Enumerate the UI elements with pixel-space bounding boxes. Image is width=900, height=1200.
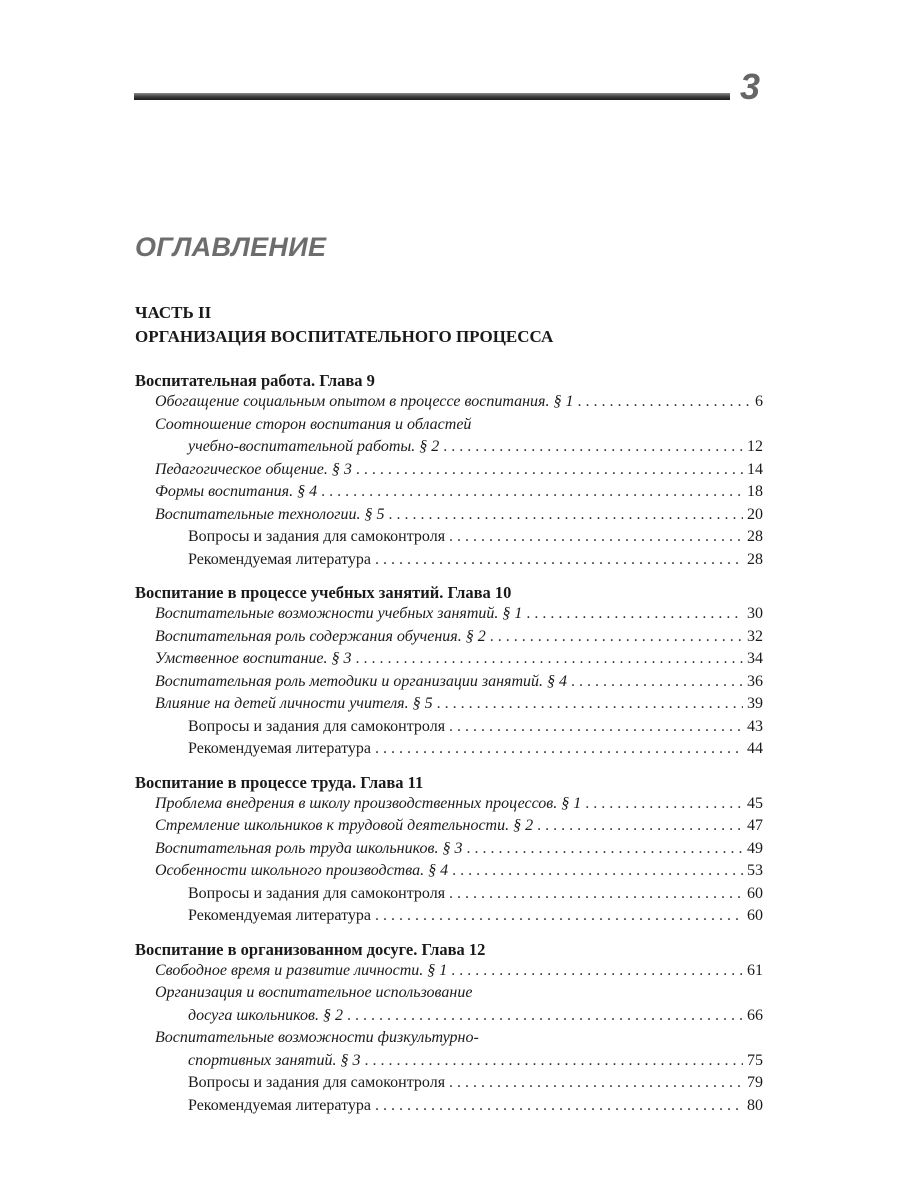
toc-entry[interactable] [135, 526, 763, 549]
entry-page: 43 [747, 717, 763, 735]
entry-text: Формы воспитания. § 4 [155, 483, 318, 500]
dot-leader [449, 716, 743, 739]
entry-text: Воспитательная роль содержания обучения. § 2 [155, 627, 486, 645]
dot-leader [537, 815, 743, 838]
entry-text: Проблема внедрения в школу производственных процессов. § 1 [155, 794, 582, 812]
chapter-title[interactable]: Воспитание в процессе учебных занятий. Глава 10 [135, 583, 512, 602]
dot-leader [321, 481, 743, 504]
toc-entry[interactable] [135, 738, 763, 761]
entry-page: 6 [755, 393, 763, 410]
dot-leader [577, 391, 751, 414]
toc-entry[interactable] [135, 481, 763, 504]
toc-entry[interactable] [135, 1050, 763, 1073]
toc-heading: ОГЛАВЛЕНИЕ [135, 232, 327, 262]
entry-page: 53 [747, 862, 763, 879]
entry-text: Вопросы и задания для самоконтроля [188, 1074, 446, 1091]
entry-text: Особенности школьного производства. § 4 [155, 862, 449, 879]
entry-text: Вопросы и задания для самоконтроля [188, 717, 446, 735]
dot-leader [449, 883, 743, 906]
entry-text: Влияние на детей личности учителя. § 5 [155, 695, 433, 712]
dot-leader [449, 526, 743, 549]
toc-entry[interactable] [135, 648, 763, 671]
dot-leader [356, 459, 743, 482]
entry-page: 44 [747, 740, 763, 757]
dot-leader [375, 1095, 743, 1118]
part-label: ЧАСТЬ II [135, 303, 212, 322]
dot-leader [571, 671, 743, 694]
page-number: 3 [740, 66, 761, 107]
entry-text: Обогащение социальным опытом в процессе воспитания. § 1 [155, 393, 574, 410]
entry-page: 34 [747, 650, 763, 667]
dot-leader [347, 1005, 743, 1028]
entry-page: 49 [747, 839, 763, 857]
chapter-title[interactable]: Воспитательная работа. Глава 9 [135, 371, 375, 390]
toc-entry[interactable] [135, 860, 763, 883]
toc-entry[interactable] [135, 883, 763, 906]
toc-entry[interactable] [135, 1005, 763, 1028]
entry-page: 60 [747, 907, 763, 924]
dot-leader [449, 1072, 743, 1095]
entry-page: 30 [747, 605, 763, 622]
entry-text: Умственное воспитание. § 3 [155, 650, 352, 667]
toc-entry[interactable] [135, 549, 763, 572]
toc-entry[interactable] [135, 459, 763, 482]
toc-entry[interactable] [135, 905, 763, 928]
toc-entry[interactable] [135, 436, 763, 459]
entry-page: 32 [747, 627, 763, 645]
entry-text: Рекомендуемая литература [188, 740, 371, 757]
chapter-9 [135, 370, 763, 571]
toc-entry-line1[interactable] [135, 982, 763, 1005]
entry-page: 12 [747, 438, 763, 455]
entry-text: Рекомендуемая литература [188, 550, 371, 568]
entry-page: 36 [747, 672, 763, 690]
dot-leader [452, 860, 743, 883]
dot-leader [466, 838, 743, 861]
entry-text: Воспитательные технологии. § 5 [155, 505, 385, 523]
entry-text: спортивных занятий. § 3 [188, 1051, 361, 1069]
toc-entry[interactable] [135, 1072, 763, 1095]
toc-entry-line1[interactable] [135, 414, 763, 437]
chapter-title[interactable]: Воспитание в организованном досуге. Глава 12 [135, 939, 486, 959]
entry-text: Вопросы и задания для самоконтроля [188, 884, 446, 902]
chapter-title[interactable]: Воспитание в процессе труда. Глава 11 [135, 772, 424, 792]
dot-leader [490, 626, 743, 649]
dot-leader [451, 960, 743, 983]
dot-leader [526, 603, 743, 626]
entry-text: Педагогическое общение. § 3 [155, 460, 352, 478]
entry-page: 75 [747, 1051, 763, 1069]
entry-text: Рекомендуемая литература [188, 907, 371, 924]
entry-page: 79 [747, 1074, 763, 1091]
entry-page: 60 [747, 884, 763, 902]
toc-entry-line1[interactable] [135, 1027, 763, 1050]
toc-entry[interactable] [135, 626, 763, 649]
dot-leader [375, 905, 743, 928]
toc-entry[interactable] [135, 960, 763, 983]
dot-leader [437, 693, 743, 716]
part-title: ОРГАНИЗАЦИЯ ВОСПИТАТЕЛЬНОГО ПРОЦЕССА [135, 327, 554, 346]
chapter-12 [135, 939, 763, 1118]
toc-entry[interactable] [135, 504, 763, 527]
entry-text: Воспитательная роль труда школьников. § 3 [155, 839, 463, 857]
chapter-11 [135, 772, 763, 928]
dot-leader [375, 549, 743, 572]
entry-page: 61 [747, 961, 763, 979]
dot-leader [375, 738, 743, 761]
dot-leader [585, 793, 743, 816]
entry-text: Соотношение сторон воспитания и областей [155, 415, 472, 433]
entry-page: 28 [747, 550, 763, 568]
entry-page: 18 [747, 483, 763, 500]
dot-leader [355, 648, 743, 671]
entry-text: Воспитательные возможности физкультурно- [155, 1029, 479, 1046]
toc-entry[interactable] [135, 838, 763, 861]
entry-text: досуга школьников. § 2 [188, 1006, 343, 1024]
toc-entry[interactable] [135, 603, 763, 626]
header-rule [134, 93, 730, 100]
entry-page: 28 [747, 528, 763, 545]
entry-text: Стремление школьников к трудовой деятельности. § 2 [155, 817, 534, 834]
entry-text: Свободное время и развитие личности. § 1 [155, 961, 448, 979]
entry-text: Воспитательная роль методики и организации занятий. § 4 [155, 672, 567, 690]
entry-text: Вопросы и задания для самоконтроля [188, 528, 446, 545]
entry-page: 45 [747, 794, 763, 812]
dot-leader [389, 504, 743, 527]
entry-page: 14 [747, 460, 763, 478]
toc-entry[interactable] [135, 716, 763, 739]
table-of-contents [135, 370, 763, 1128]
toc-entry[interactable] [135, 391, 763, 414]
entry-page: 39 [747, 695, 763, 712]
toc-entry[interactable] [135, 815, 763, 838]
dot-leader [443, 436, 743, 459]
entry-text: учебно-воспитательной работы. § 2 [188, 438, 440, 455]
toc-entry[interactable] [135, 671, 763, 694]
entry-text: Воспитательные возможности учебных занятий. § 1 [155, 605, 523, 622]
entry-text: Рекомендуемая литература [188, 1096, 371, 1114]
toc-entry[interactable] [135, 693, 763, 716]
toc-entry[interactable] [135, 793, 763, 816]
entry-page: 66 [747, 1006, 763, 1024]
toc-entry[interactable] [135, 1095, 763, 1118]
entry-text: Организация и воспитательное использование [155, 984, 473, 1001]
dot-leader [364, 1050, 743, 1073]
chapter-10 [135, 582, 763, 761]
entry-page: 20 [747, 505, 763, 523]
entry-page: 47 [747, 817, 763, 834]
entry-page: 80 [747, 1096, 763, 1114]
